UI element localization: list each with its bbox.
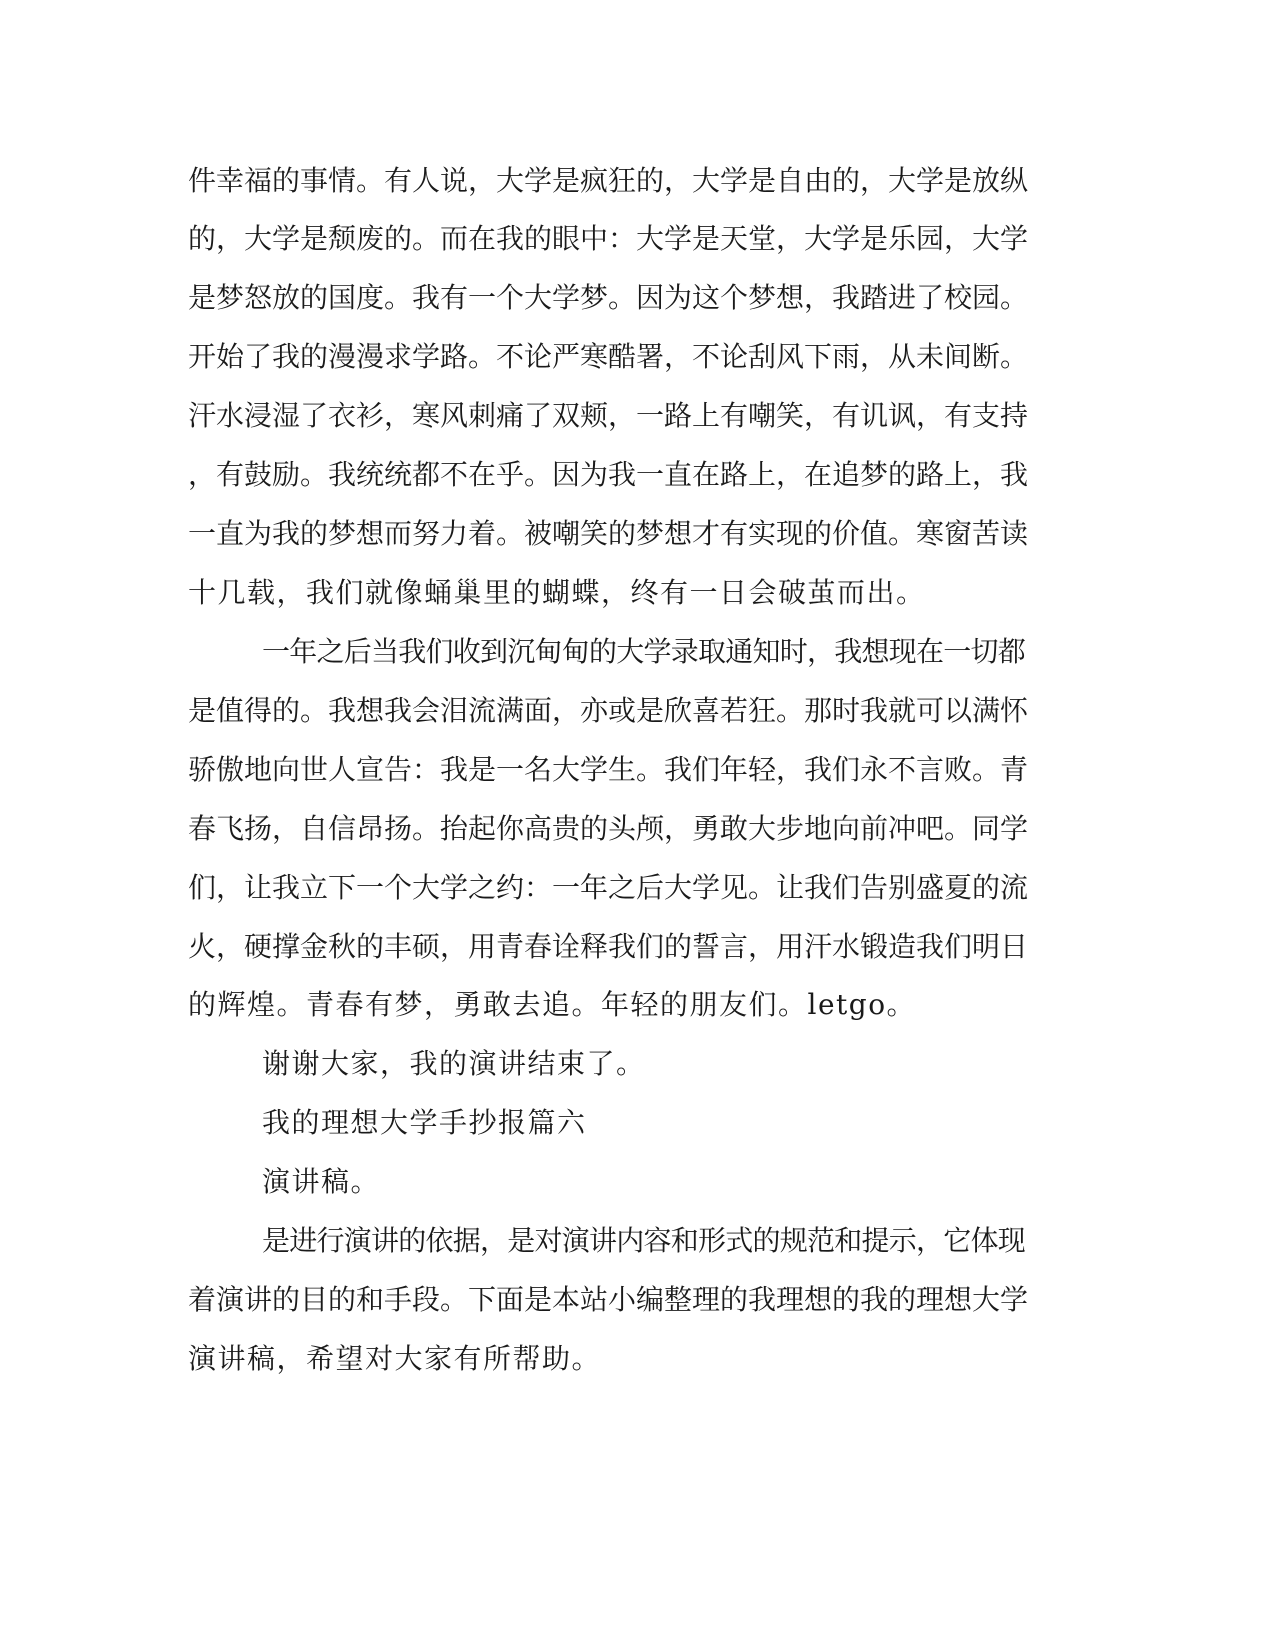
body-text-line: 汗水浸湿了衣衫，寒风刺痛了双颊，一路上有嘲笑，有讥讽，有支持 — [188, 399, 1029, 432]
body-text-line: 骄傲地向世人宣告：我是一名大学生。我们年轻，我们永不言败。青 — [188, 753, 1029, 786]
paragraph-first-line: 一年之后当我们收到沉甸甸的大学录取通知时，我想现在一切都 — [262, 635, 1026, 668]
body-text-line: 是梦怒放的国度。我有一个大学梦。因为这个梦想，我踏进了校园。 — [188, 281, 1029, 314]
closing-line: 谢谢大家，我的演讲结束了。 — [262, 1047, 646, 1080]
body-text-line: 火，硬撑金秋的丰硕，用青春诠释我们的誓言，用汗水锻造我们明日 — [188, 930, 1029, 963]
body-text-line: 春飞扬，自信昂扬。抬起你高贵的头颅，勇敢大步地向前冲吧。同学 — [188, 812, 1029, 845]
section-heading: 我的理想大学手抄报篇六 — [262, 1106, 587, 1139]
body-text-line: 一直为我的梦想而努力着。被嘲笑的梦想才有实现的价值。寒窗苦读 — [188, 517, 1029, 550]
paragraph-first-line: 是进行演讲的依据，是对演讲内容和形式的规范和提示，它体现 — [262, 1224, 1026, 1257]
body-text-line: 是值得的。我想我会泪流满面，亦或是欣喜若狂。那时我就可以满怀 — [188, 694, 1029, 727]
body-text-line: 开始了我的漫漫求学路。不论严寒酷署，不论刮风下雨，从未间断。 — [188, 340, 1029, 373]
body-text-line: ，有鼓励。我统统都不在乎。因为我一直在路上，在追梦的路上，我 — [188, 458, 1029, 491]
body-text-line: 十几载，我们就像蛹巢里的蝴蝶，终有一日会破茧而出。 — [188, 576, 926, 609]
body-text-line: 着演讲的目的和手段。下面是本站小编整理的我理想的我的理想大学 — [188, 1283, 1029, 1316]
body-text-line: 演讲稿，希望对大家有所帮助。 — [188, 1342, 602, 1375]
body-text-line: 的辉煌。青春有梦，勇敢去追。年轻的朋友们。letgo。 — [188, 988, 917, 1021]
paragraph-first-line: 演讲稿。 — [262, 1165, 381, 1198]
body-text-line: 件幸福的事情。有人说，大学是疯狂的，大学是自由的，大学是放纵 — [188, 164, 1029, 197]
body-text-line: 的，大学是颓废的。而在我的眼中：大学是天堂，大学是乐园，大学 — [188, 222, 1029, 255]
body-text-line: 们，让我立下一个大学之约：一年之后大学见。让我们告别盛夏的流 — [188, 871, 1029, 904]
